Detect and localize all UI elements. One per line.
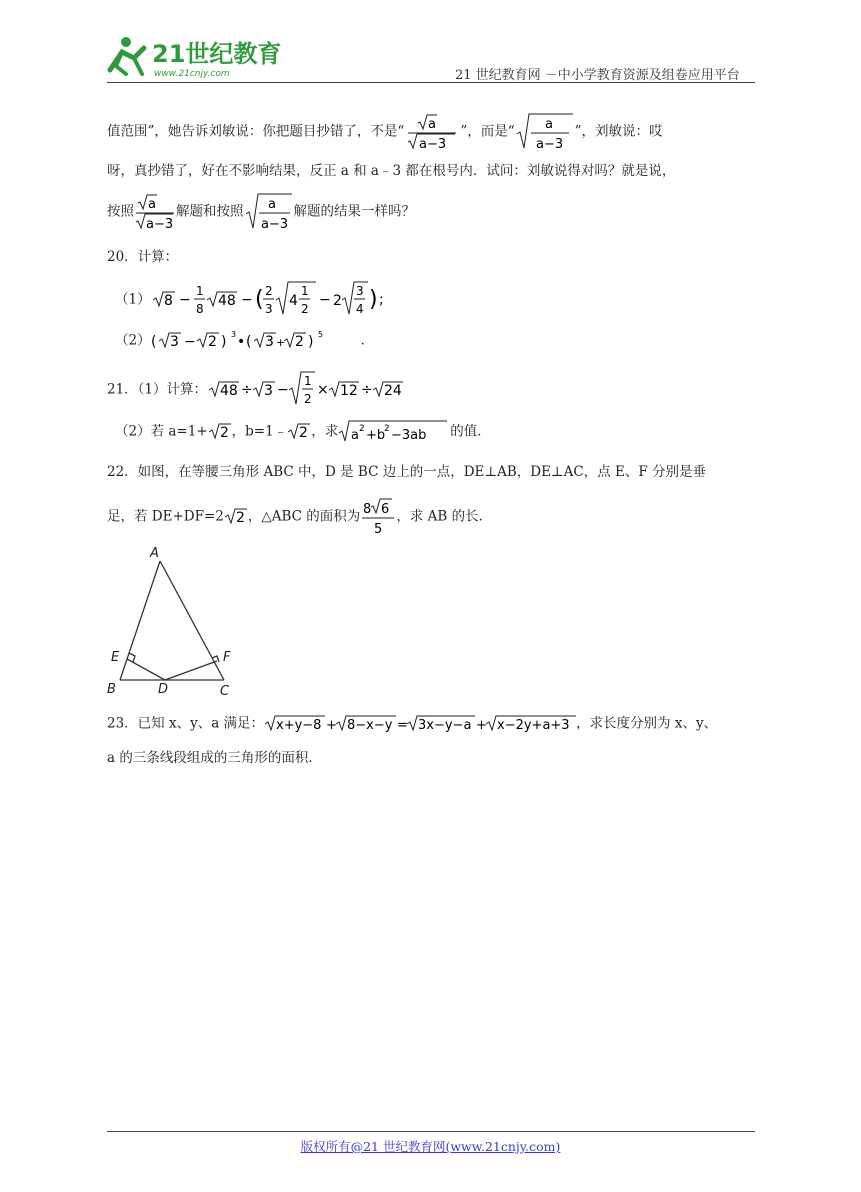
- frac-sqrt-a-over-sqrt-a-minus-3-b: [134, 192, 176, 232]
- svg-text:2: 2: [219, 425, 229, 441]
- svg-text:+: +: [326, 718, 337, 733]
- q22-line1: 22．如图，在等腰三角形 ABC 中，D 是 BC 边上的一点，DE⊥AB，DE⊥AC，点 E、F 分别是垂: [107, 464, 707, 480]
- svg-text:;: ;: [378, 292, 384, 308]
- svg-text:12: 12: [340, 383, 358, 399]
- site-logo: [104, 30, 284, 82]
- svg-text:3: 3: [264, 334, 274, 350]
- svg-text:a: a: [351, 428, 360, 443]
- label-A: A: [150, 546, 159, 561]
- svg-text:−: −: [240, 292, 253, 308]
- svg-text:+: +: [476, 718, 487, 733]
- header-site-title: 21 世纪教育网 －中小学教育资源及组卷应用平台: [455, 68, 740, 83]
- svg-text:2: 2: [299, 425, 309, 441]
- svg-text:a: a: [428, 117, 437, 132]
- svg-text:5: 5: [374, 522, 383, 537]
- svg-text:3x−y−a: 3x−y−a: [418, 718, 472, 733]
- svg-text:a: a: [544, 117, 553, 132]
- sqrt-2-b: [287, 420, 311, 444]
- svg-text:): ): [220, 334, 227, 350]
- svg-text:6: 6: [381, 502, 390, 517]
- svg-text:a: a: [267, 197, 276, 212]
- svg-text:2: 2: [207, 334, 217, 350]
- q20-part1: （1） 8 − 1 8 48 − ( 2 3 4 1 2 − 2 3 4 ) ;: [115, 278, 421, 322]
- svg-text:3: 3: [169, 334, 179, 350]
- svg-text:(: (: [150, 334, 157, 350]
- label-E: E: [111, 650, 120, 665]
- svg-text:a−3: a−3: [146, 217, 174, 232]
- svg-text:−: −: [183, 334, 196, 350]
- svg-text:3: 3: [264, 302, 273, 316]
- svg-text:1: 1: [300, 284, 309, 298]
- q20-part2: （2） ( 3 − 2 ) 3 • ( 3 + 2 ) 5 ．: [115, 329, 374, 353]
- svg-text:8: 8: [163, 293, 173, 309]
- svg-text:): ): [368, 287, 378, 312]
- svg-text:x+y−8: x+y−8: [276, 718, 322, 733]
- svg-text:21世纪教育: 21世纪教育: [152, 40, 282, 68]
- svg-text:×: ×: [317, 382, 329, 398]
- svg-text:−: −: [318, 292, 331, 308]
- footer-rule: [107, 1131, 755, 1132]
- svg-text:x−2y+a+3: x−2y+a+3: [497, 718, 570, 733]
- svg-text:8: 8: [195, 302, 204, 316]
- svg-text:2: 2: [294, 334, 304, 350]
- frac-sqrt-a-over-sqrt-a-minus-3: [404, 112, 460, 152]
- label-B: B: [107, 682, 116, 697]
- sqrt-of-frac-a-over-a-minus-3: [515, 112, 575, 152]
- q19-line3: 按照 a a−3 解题和按照 a a−3 解题的结果一样吗？: [107, 192, 415, 232]
- svg-text:−: −: [277, 382, 289, 398]
- q23-line2: a 的三条线段组成的三角形的面积．: [107, 750, 322, 766]
- svg-text:1: 1: [195, 284, 204, 298]
- svg-text:): ): [307, 334, 314, 350]
- q23-line1: 23．已知 x、y、a 满足： x+y−8 + 8−x−y = 3x−y−a + x−2y+a+3 ，求长度分别为 x、y、: [107, 712, 717, 736]
- svg-text:1: 1: [304, 374, 312, 388]
- svg-text:(: (: [254, 287, 264, 312]
- svg-text:−3ab: −3ab: [391, 428, 427, 443]
- q21-expression-1: [207, 368, 457, 412]
- svg-text:÷: ÷: [241, 382, 253, 398]
- svg-text:2: 2: [359, 424, 365, 434]
- svg-text:2: 2: [235, 510, 245, 526]
- svg-text:5: 5: [317, 330, 323, 339]
- svg-text:=: =: [397, 718, 408, 733]
- q20-expression-2: [151, 329, 361, 353]
- svg-text:2: 2: [304, 392, 312, 406]
- svg-text:2: 2: [264, 284, 273, 298]
- svg-text:a−3: a−3: [535, 137, 563, 152]
- svg-text:(: (: [245, 334, 252, 350]
- q20-title: 20．计算：: [107, 249, 179, 265]
- triangle-figure: [100, 543, 245, 698]
- svg-text:www.21cnjy.com: www.21cnjy.com: [154, 69, 230, 79]
- svg-text:3: 3: [264, 383, 273, 399]
- svg-text:4: 4: [355, 302, 364, 316]
- label-C: C: [220, 684, 230, 698]
- svg-text:+: +: [275, 336, 285, 349]
- q21-part1: 21．（1）计算： 48 ÷ 3 − 1 2 × 12 ÷ 24: [107, 368, 457, 412]
- svg-text:3: 3: [355, 284, 364, 298]
- svg-text:4: 4: [288, 293, 298, 309]
- page-header: [0, 0, 861, 90]
- svg-text:24: 24: [384, 383, 402, 399]
- svg-text:2: 2: [332, 293, 342, 309]
- q21-part2: （2）若 a=1+ 2 ，b=1﹣ 2 ，求 a 2 +b 2 −3ab 的值．: [115, 418, 491, 446]
- sqrt-2-c: [224, 505, 248, 529]
- header-rule: [107, 82, 755, 83]
- sqrt-a2-b2-3ab: [338, 418, 450, 446]
- label-D: D: [158, 682, 169, 697]
- svg-text:48: 48: [220, 383, 238, 399]
- sqrt-of-frac-a-over-a-minus-3-b: [244, 192, 294, 232]
- q20-expression-1: [151, 278, 421, 322]
- frac-8-sqrt6-over-5: [360, 497, 396, 537]
- sqrt-2-a: [208, 420, 232, 444]
- svg-text:2: 2: [300, 302, 309, 316]
- svg-text:+b: +b: [366, 428, 386, 443]
- svg-text:8: 8: [363, 502, 372, 517]
- q19-line1: 值范围”，她告诉刘敏说：你把题目抄错了，不是“ a a−3 ”，而是“ a a−3 ”，刘敏说：哎: [107, 112, 663, 152]
- svg-text:a−3: a−3: [260, 217, 288, 232]
- q23-equation: [264, 712, 576, 736]
- svg-text:−: −: [178, 292, 191, 308]
- svg-text:8−x−y: 8−x−y: [347, 718, 393, 733]
- svg-text:2: 2: [384, 424, 390, 434]
- svg-text:48: 48: [217, 293, 236, 309]
- svg-text:a: a: [148, 197, 156, 212]
- svg-text:•: •: [236, 334, 245, 350]
- svg-text:a−3: a−3: [419, 137, 447, 152]
- footer-copyright-link[interactable]: 版权所有@21 世纪教育网(www.21cnjy.com): [300, 1139, 561, 1154]
- q22-line2: 足，若 DE+DF=2 2 ，△ABC 的面积为 8 6 5 ，求 AB 的长．: [107, 497, 492, 537]
- label-F: F: [223, 650, 231, 665]
- svg-text:3: 3: [230, 330, 236, 339]
- q19-line2: 呀，真抄错了，好在不影响结果，反正 a 和 a﹣3 都在根号内．试问：刘敏说得对吗？就是说，: [107, 163, 676, 179]
- svg-text:÷: ÷: [361, 382, 373, 398]
